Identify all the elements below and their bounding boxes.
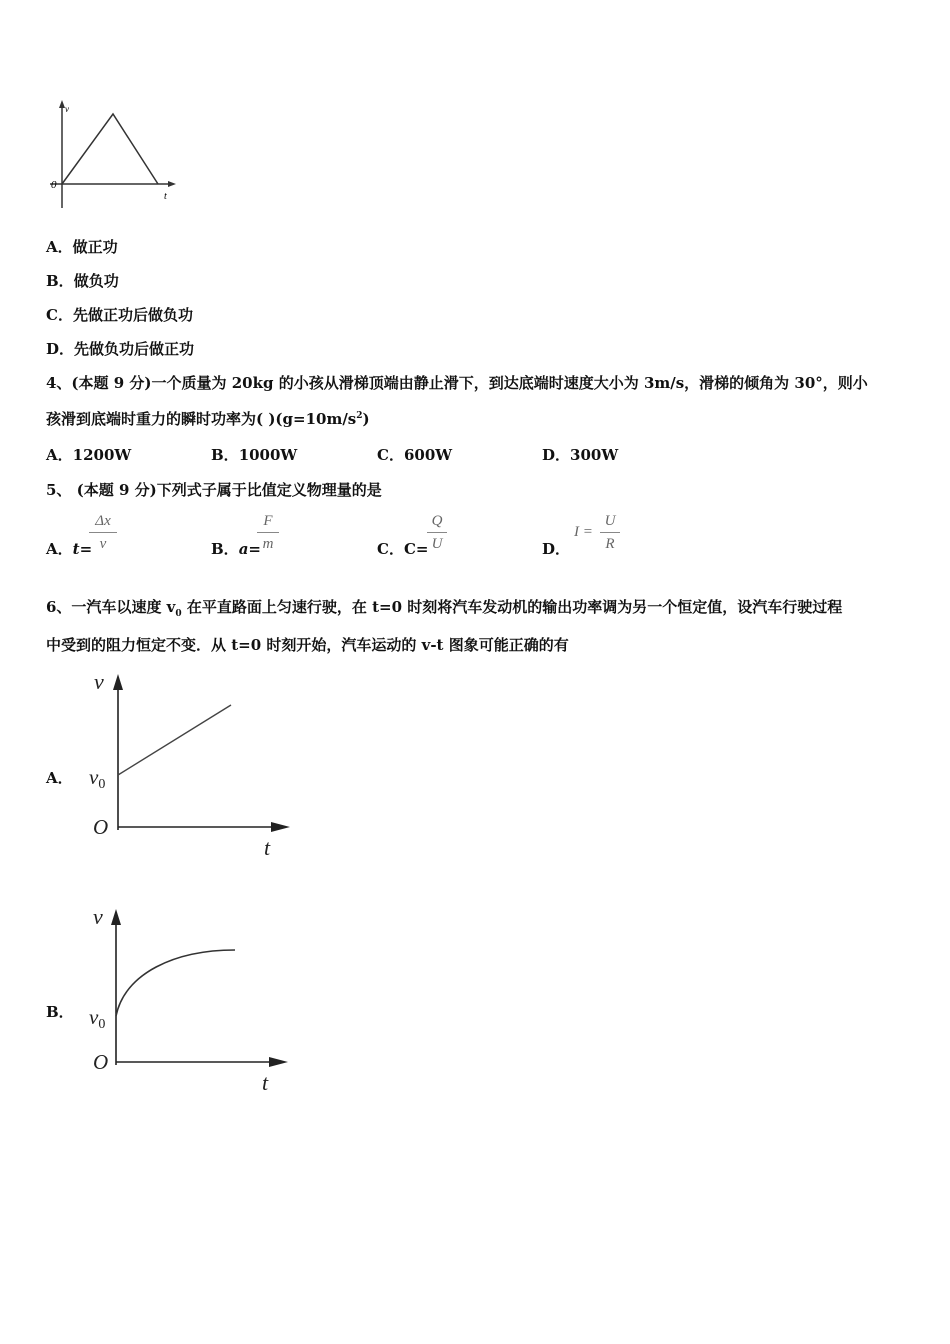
- q3-option-b: B．做负功: [46, 272, 119, 290]
- q5-option-c-fraction: Q U: [427, 512, 447, 553]
- q5-option-a-fraction: Δx v: [89, 512, 117, 553]
- t-label: t: [262, 1070, 269, 1095]
- q6-option-a-label: A．: [46, 769, 73, 787]
- q5-option-b-fraction: F m: [257, 512, 279, 553]
- q3-option-d: D．先做负功后做正功: [46, 340, 195, 358]
- v-axis-arrow: [113, 674, 123, 690]
- q4-option-b: B．1000W: [211, 446, 298, 464]
- q4-option-a: A．1200W: [46, 446, 132, 464]
- v0-label: v0: [89, 1005, 106, 1032]
- t-axis-arrow: [269, 1057, 288, 1067]
- t-axis-arrow: [271, 822, 290, 832]
- q4-option-d: D．300W: [542, 446, 619, 464]
- q4-stem-line2: 孩滑到底端时重力的瞬时功率为( )$(g=10m/s^2)$: [46, 410, 370, 428]
- origin-label: O: [93, 1050, 109, 1074]
- q5-option-d: D．: [542, 540, 571, 558]
- v-label: v: [65, 104, 69, 114]
- linear-increase-line: [118, 705, 231, 775]
- q6-option-b-label: B．: [46, 1003, 74, 1021]
- v-label: v: [93, 904, 103, 929]
- q3-option-c: C．先做正功后做负功: [46, 306, 193, 324]
- t-axis-arrow: [168, 181, 176, 187]
- t-label: t: [164, 191, 167, 202]
- v0-label: v0: [89, 765, 106, 792]
- triangle-curve: [62, 114, 158, 184]
- q5-option-d-lhs: I =: [574, 524, 593, 540]
- q4-stem-line1: 4、(本题 9 分)一个质量为 20kg 的小孩从滑梯顶端由静止滑下，到达底端时速度大小为 3m/s，滑梯的倾角为 30°，则小: [46, 374, 868, 392]
- origin-label: 0: [51, 179, 57, 191]
- triangle-vt-graph: [40, 98, 190, 213]
- saturating-curve: [116, 950, 235, 1016]
- q4-option-c: C．600W: [377, 446, 453, 464]
- q5-option-c: C．C=: [377, 540, 429, 558]
- q3-option-a: A．做正功: [46, 238, 118, 256]
- q6-option-a-graph: [85, 668, 300, 863]
- t-label: t: [264, 835, 271, 860]
- q5-stem: 5、 (本题 9 分)下列式子属于比值定义物理量的是: [46, 481, 382, 499]
- v-label: v: [94, 669, 104, 694]
- q6-stem-line2: 中受到的阻力恒定不变．从 t=0 时刻开始，汽车运动的 v-t 图象可能正确的有: [46, 636, 569, 654]
- v-axis-arrow: [111, 909, 121, 925]
- q5-option-a: A．t=: [46, 540, 93, 558]
- origin-label: O: [93, 815, 109, 839]
- q6-stem-line1: 6、一汽车以速度 $v_0$ 在平直路面上匀速行驶，在 t=0 时刻将汽车发动机的输出功率调为另一个恒定值，设汽车行驶过程: [46, 598, 843, 619]
- q6-option-b-graph: [85, 903, 300, 1098]
- q5-option-d-fraction: U R: [600, 512, 620, 553]
- q5-option-b: B．a=: [211, 540, 261, 558]
